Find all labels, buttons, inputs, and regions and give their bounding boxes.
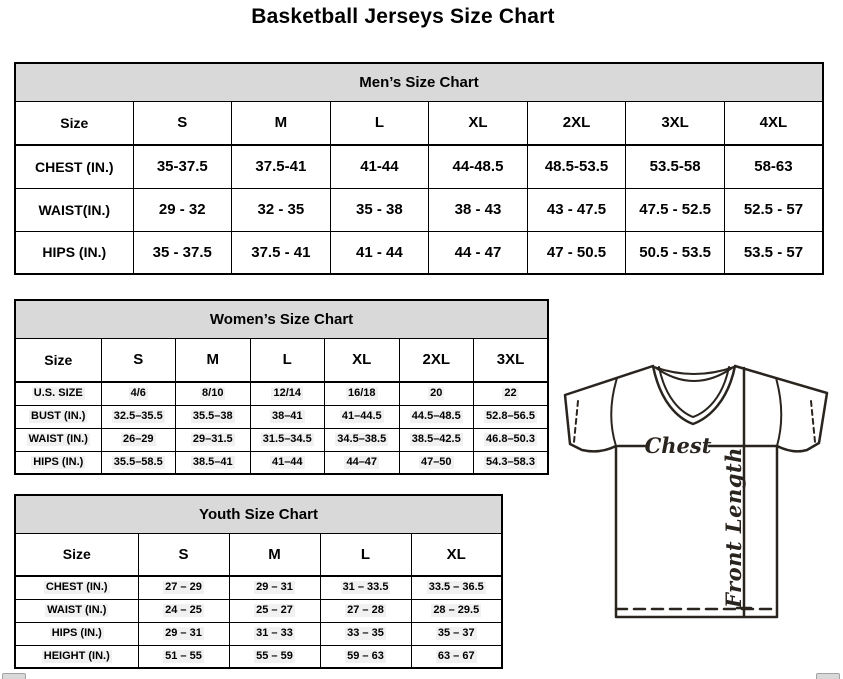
mens-table-header-row xyxy=(15,63,823,101)
womens-size-table xyxy=(14,299,549,475)
jersey-outline xyxy=(565,366,827,617)
row-label: CHEST (IN.) xyxy=(15,145,133,188)
table-cell: 53.5-58 xyxy=(626,145,725,188)
table-cell: 27 – 28 xyxy=(320,599,411,622)
table-cell: 46.8–50.3 xyxy=(474,428,549,451)
youth-size-table xyxy=(14,494,503,669)
row-label xyxy=(15,451,101,474)
table-row xyxy=(15,645,502,668)
row-label xyxy=(15,382,101,405)
row-label-text: WAIST (IN.) xyxy=(47,603,107,616)
row-label-text: HIPS (IN.) xyxy=(33,455,84,468)
table-cell: 35.5–38 xyxy=(176,405,251,428)
mens-size-table xyxy=(14,62,824,275)
table-cell: 44-48.5 xyxy=(429,145,528,188)
table-cell: 54.3–58.3 xyxy=(474,451,549,474)
table-cell: 59 – 63 xyxy=(320,645,411,668)
jersey-cuff-dash-left xyxy=(574,401,578,442)
table-cell: 35.5–58.5 xyxy=(101,451,176,474)
row-label xyxy=(15,576,138,599)
row-label xyxy=(15,405,101,428)
page-title: Basketball Jerseys Size Chart xyxy=(251,5,555,28)
womens-table-title: Women’s Size Chart xyxy=(15,300,548,338)
size-column-label: Size xyxy=(15,101,133,145)
size-header: L xyxy=(330,101,429,145)
table-cell: 33 – 35 xyxy=(320,622,411,645)
table-cell: 16/18 xyxy=(325,382,400,405)
size-header: L xyxy=(320,533,411,576)
table-cell: 52.5 - 57 xyxy=(724,188,823,231)
table-cell: 41 - 44 xyxy=(330,231,429,274)
row-label-text: HEIGHT (IN.) xyxy=(43,649,110,662)
table-cell: 24 – 25 xyxy=(138,599,229,622)
table-cell: 8/10 xyxy=(176,382,251,405)
table-cell: 41–44.5 xyxy=(325,405,400,428)
table-cell: 52.8–56.5 xyxy=(474,405,549,428)
table-cell: 38.5–41 xyxy=(176,451,251,474)
table-cell: 32 - 35 xyxy=(232,188,331,231)
table-row xyxy=(15,188,823,231)
table-cell: 47.5 - 52.5 xyxy=(626,188,725,231)
chest-label: Chest xyxy=(644,433,712,458)
table-cell: 33.5 – 36.5 xyxy=(411,576,502,599)
table-cell: 63 – 67 xyxy=(411,645,502,668)
row-label: HIPS (IN.) xyxy=(15,231,133,274)
scrollbar-left-button[interactable] xyxy=(2,673,26,679)
table-row xyxy=(15,405,548,428)
size-header: M xyxy=(176,338,251,382)
scrollbar-right-button[interactable] xyxy=(816,673,840,679)
table-row xyxy=(15,382,548,405)
table-cell: 34.5–38.5 xyxy=(325,428,400,451)
table-cell: 32.5–35.5 xyxy=(101,405,176,428)
size-header: 3XL xyxy=(626,101,725,145)
row-label xyxy=(15,645,138,668)
size-header: M xyxy=(229,533,320,576)
table-cell: 29 - 32 xyxy=(133,188,232,231)
mens-size-header-row xyxy=(15,101,823,145)
table-cell: 47–50 xyxy=(399,451,474,474)
row-label-text: U.S. SIZE xyxy=(33,387,83,400)
table-cell: 41-44 xyxy=(330,145,429,188)
table-cell: 58-63 xyxy=(724,145,823,188)
table-cell: 44 - 47 xyxy=(429,231,528,274)
size-header: XL xyxy=(429,101,528,145)
size-header: S xyxy=(101,338,176,382)
jersey-armhole-left xyxy=(611,378,617,446)
table-row xyxy=(15,622,502,645)
table-cell: 35-37.5 xyxy=(133,145,232,188)
row-label-text: WAIST (IN.) xyxy=(28,432,88,445)
table-cell: 47 - 50.5 xyxy=(527,231,626,274)
row-label xyxy=(15,428,101,451)
table-cell: 4/6 xyxy=(101,382,176,405)
table-cell: 38 - 43 xyxy=(429,188,528,231)
table-cell: 35 - 38 xyxy=(330,188,429,231)
size-column-label: Size xyxy=(15,338,101,382)
row-label-text: HIPS (IN.) xyxy=(51,626,102,639)
table-cell: 43 - 47.5 xyxy=(527,188,626,231)
front-length-label: Front Length xyxy=(721,447,746,608)
table-cell: 41–44 xyxy=(250,451,325,474)
womens-size-header-row xyxy=(15,338,548,382)
table-cell: 38.5–42.5 xyxy=(399,428,474,451)
row-label: WAIST(IN.) xyxy=(15,188,133,231)
table-cell: 27 – 29 xyxy=(138,576,229,599)
table-cell: 29–31.5 xyxy=(176,428,251,451)
table-cell: 50.5 - 53.5 xyxy=(626,231,725,274)
womens-table-header-row xyxy=(15,300,548,338)
table-cell: 12/14 xyxy=(250,382,325,405)
jersey-cuff-dash-right xyxy=(811,401,815,442)
table-cell: 37.5-41 xyxy=(232,145,331,188)
youth-table-header-row xyxy=(15,495,502,533)
youth-size-header-row xyxy=(15,533,502,576)
table-cell: 35 - 37.5 xyxy=(133,231,232,274)
size-header: S xyxy=(133,101,232,145)
row-label xyxy=(15,622,138,645)
table-cell: 48.5-53.5 xyxy=(527,145,626,188)
table-cell: 37.5 - 41 xyxy=(232,231,331,274)
table-cell: 53.5 - 57 xyxy=(724,231,823,274)
size-header: 2XL xyxy=(399,338,474,382)
size-header: XL xyxy=(325,338,400,382)
table-row xyxy=(15,231,823,274)
table-row xyxy=(15,451,548,474)
table-row xyxy=(15,428,548,451)
size-header: 3XL xyxy=(474,338,549,382)
table-row xyxy=(15,145,823,188)
size-column-label: Size xyxy=(15,533,138,576)
table-row xyxy=(15,599,502,622)
table-cell: 25 – 27 xyxy=(229,599,320,622)
size-header: S xyxy=(138,533,229,576)
row-label-text: CHEST (IN.) xyxy=(45,581,108,594)
table-row xyxy=(15,576,502,599)
jersey-measurement-diagram xyxy=(552,356,837,633)
size-header: XL xyxy=(411,533,502,576)
jersey-armhole-right xyxy=(776,378,781,446)
mens-table-title: Men’s Size Chart xyxy=(15,63,823,101)
youth-table-title: Youth Size Chart xyxy=(15,495,502,533)
size-header: 4XL xyxy=(724,101,823,145)
table-cell: 38–41 xyxy=(250,405,325,428)
size-header: L xyxy=(250,338,325,382)
size-header: 2XL xyxy=(527,101,626,145)
table-cell: 31.5–34.5 xyxy=(250,428,325,451)
table-cell: 31 – 33 xyxy=(229,622,320,645)
table-cell: 20 xyxy=(399,382,474,405)
table-cell: 26–29 xyxy=(101,428,176,451)
size-header: M xyxy=(232,101,331,145)
row-label xyxy=(15,599,138,622)
table-cell: 31 – 33.5 xyxy=(320,576,411,599)
table-cell: 29 – 31 xyxy=(229,576,320,599)
table-cell: 28 – 29.5 xyxy=(411,599,502,622)
table-cell: 51 – 55 xyxy=(138,645,229,668)
table-cell: 44.5–48.5 xyxy=(399,405,474,428)
table-cell: 44–47 xyxy=(325,451,400,474)
table-cell: 29 – 31 xyxy=(138,622,229,645)
table-cell: 22 xyxy=(474,382,549,405)
table-cell: 35 – 37 xyxy=(411,622,502,645)
table-cell: 55 – 59 xyxy=(229,645,320,668)
row-label-text: BUST (IN.) xyxy=(31,409,86,422)
